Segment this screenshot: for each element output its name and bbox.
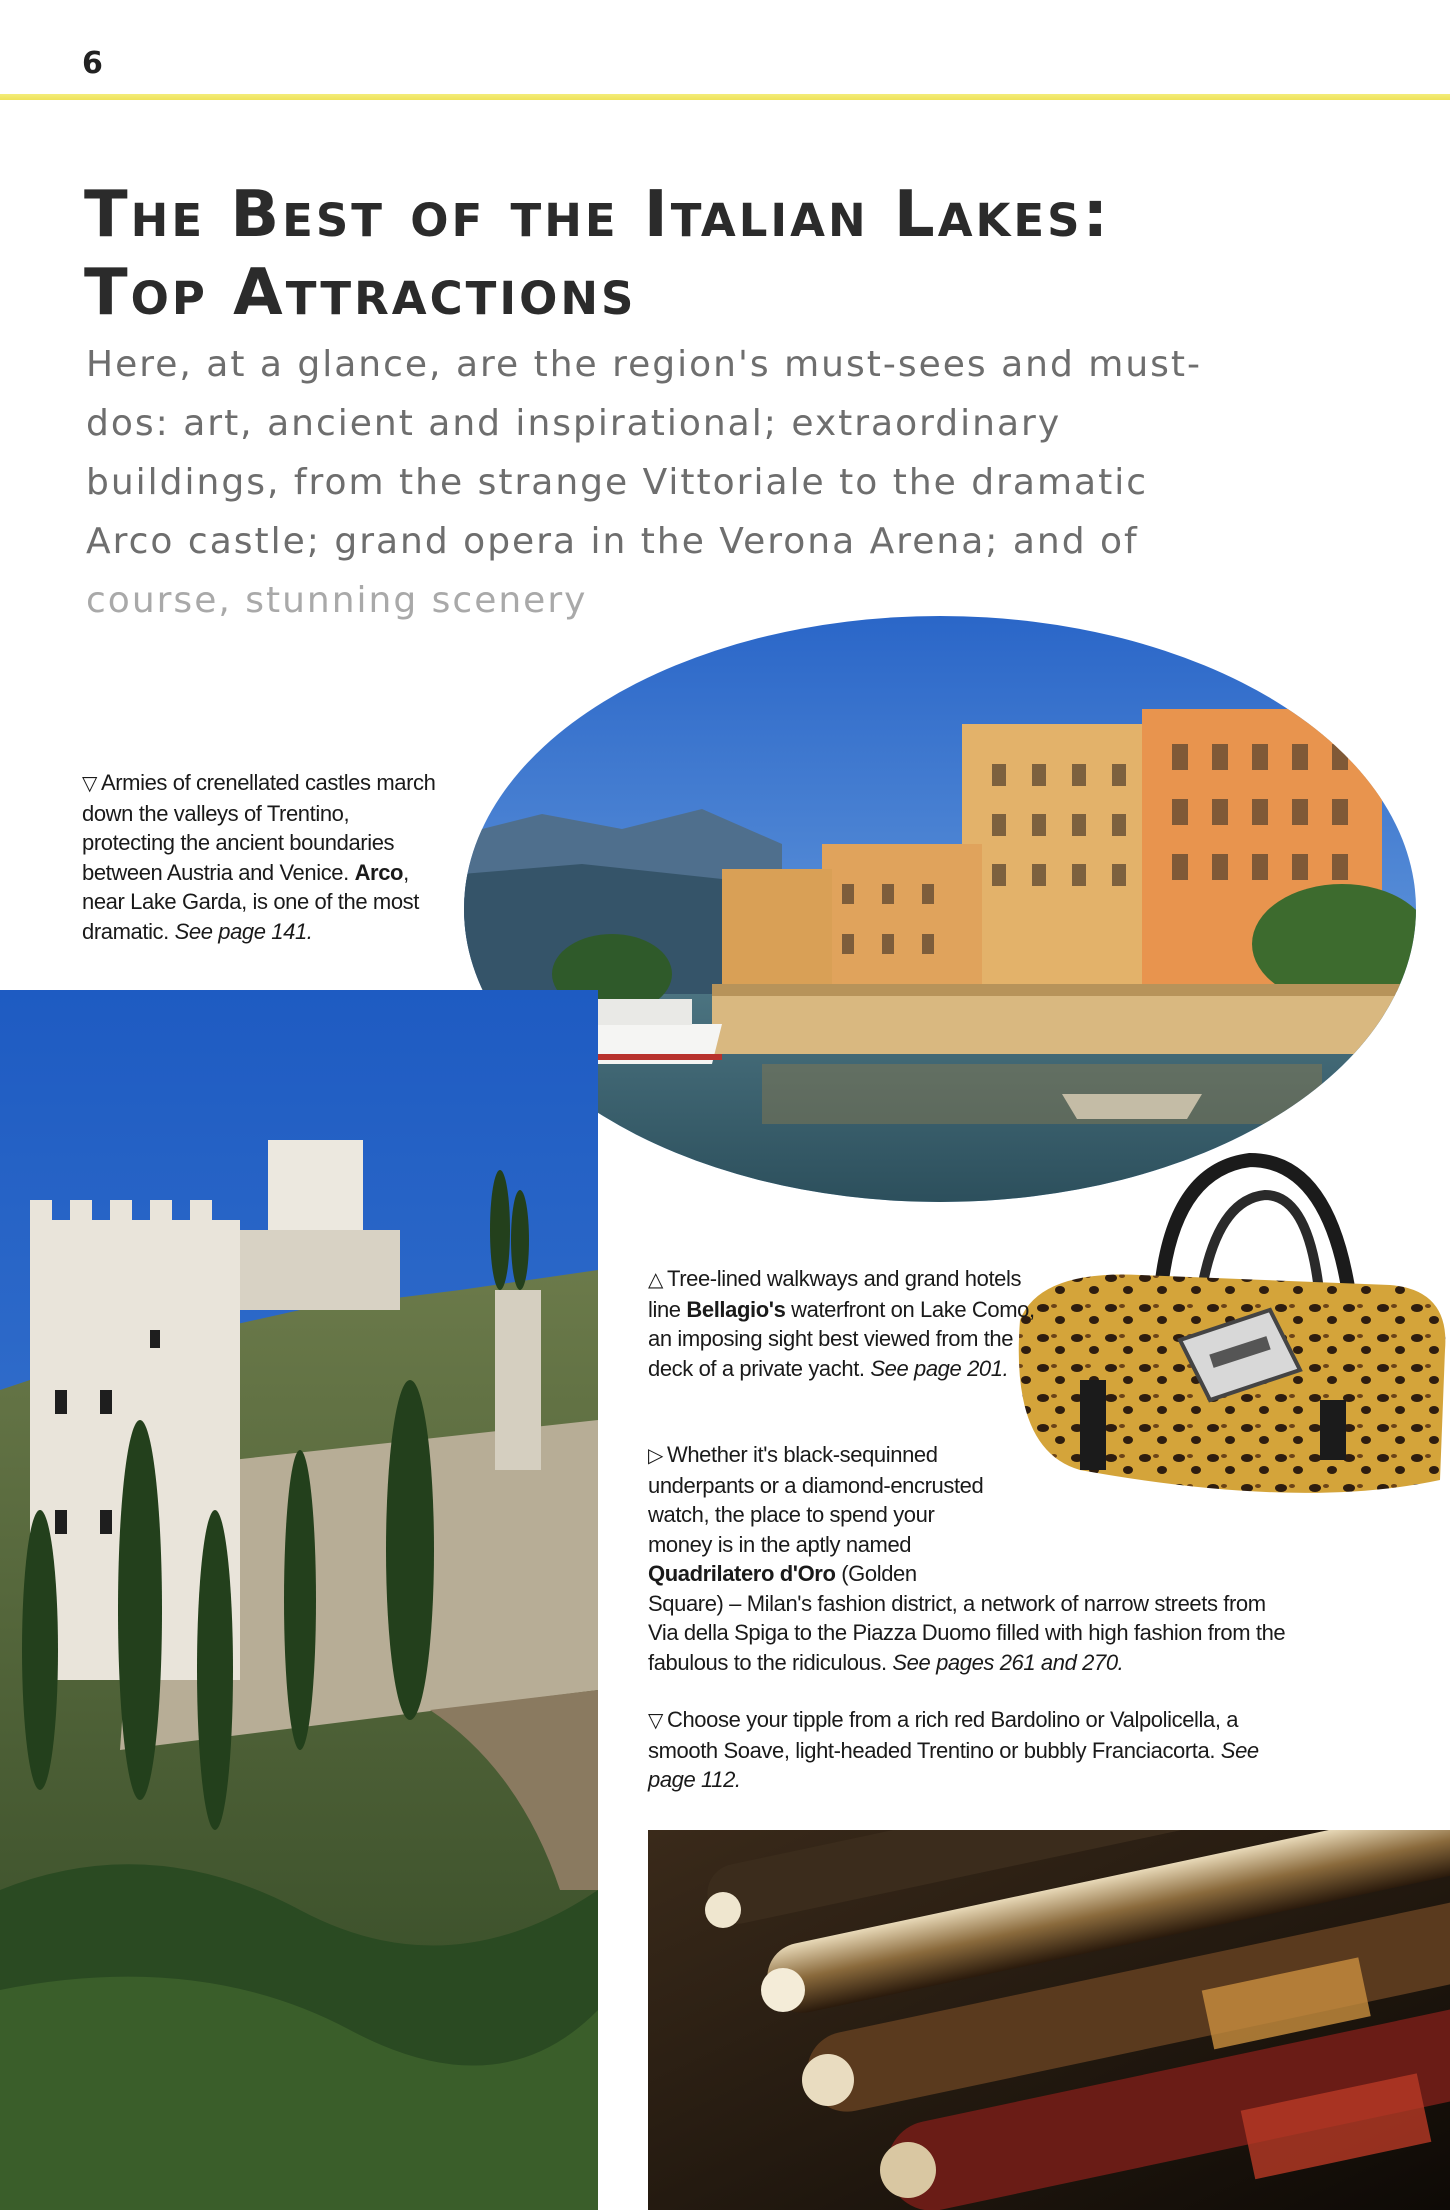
title-line-1: The Best of the Italian Lakes: (84, 178, 1112, 252)
caption-bellagio-bold: Bellagio's (686, 1296, 786, 1322)
triangle-right-icon: ▷ (648, 1443, 663, 1467)
caption-arco-ref: See page 141. (174, 918, 313, 944)
caption-quad-ref: See pages 261 and 270. (892, 1649, 1124, 1675)
arco-castle-photo (0, 990, 598, 2210)
caption-wine-ref: See page 112. (648, 1737, 1259, 1792)
caption-quad-text1: Whether it's black-sequinned underpants or a diamond-encrusted watch, the place to spend your money is in the aptly named (648, 1442, 984, 1557)
intro-main: Here, at a glance, are the region's must-sees and must-dos: art, ancient and inspirational; extraordinary buildings, from the strange Vittoriale to the dramatic Arco castle; grand opera in the Verona Arena; and of (86, 344, 1202, 562)
caption-quad-bold: Quadrilatero d'Oro (648, 1561, 836, 1586)
caption-arco-text2: , near Lake Garda, is one of the most dramatic. (82, 859, 419, 944)
float-spacer (988, 1440, 1288, 1560)
caption-bellagio-text: Tree-lined walkways and grand hotels line (648, 1266, 1022, 1322)
caption-arco (82, 768, 447, 946)
caption-bellagio-text2: waterfront on Lake Como, an imposing sight best viewed from the deck of a private yacht. (648, 1296, 1035, 1381)
caption-quadrilatero-text (648, 1440, 1288, 1677)
intro-paragraph (86, 335, 1236, 630)
bellagio-photo (462, 614, 1418, 1204)
caption-bellagio (648, 1264, 1043, 1383)
header-rule (0, 94, 1450, 100)
title-line-2: Top Attractions (84, 256, 637, 330)
page-number: 6 (82, 46, 103, 81)
caption-bellagio-ref: See page 201. (870, 1355, 1009, 1381)
caption-arco-text: Armies of crenellated castles march down the valleys of Trentino, protecting the ancient boundaries between Austria and Venice. (82, 770, 436, 885)
caption-wine-text: Choose your tipple from a rich red Bardolino or Valpolicella, a smooth Soave, light-headed Trentino or bubbly Franciacorta. (648, 1707, 1239, 1763)
caption-wine (648, 1705, 1288, 1795)
caption-quad-text2: (Golden Square) – Milan's fashion district, a network of narrow streets from Via della Spiga to the Piazza Duomo filled with high fashion from the fabulous to the ridiculous. (648, 1561, 1286, 1675)
triangle-up-icon: △ (648, 1267, 663, 1291)
caption-arco-bold: Arco (354, 859, 404, 885)
triangle-down-icon: ▽ (82, 771, 97, 795)
triangle-down-icon: ▽ (648, 1708, 663, 1732)
intro-fade: course, stunning scenery (86, 580, 588, 621)
page-title (84, 176, 1284, 332)
wine-bottles-photo (648, 1830, 1450, 2210)
